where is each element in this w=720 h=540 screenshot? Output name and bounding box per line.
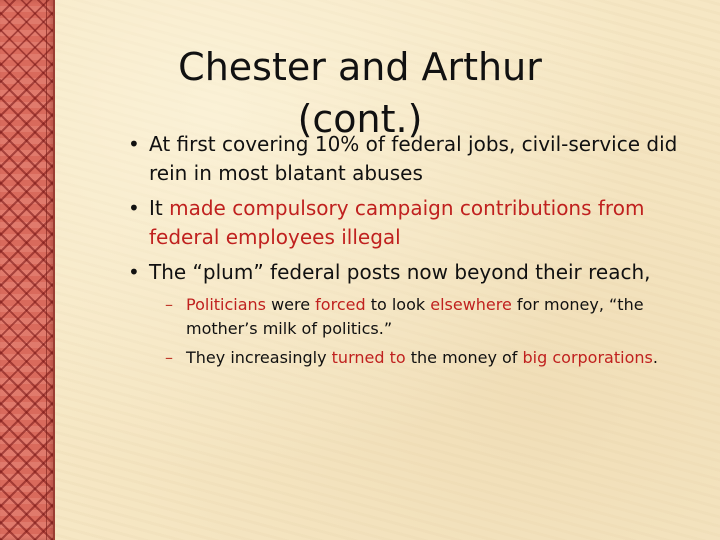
bullet-text: The “plum” federal posts now beyond their reach, (149, 260, 651, 284)
slide-body (128, 130, 688, 375)
sub-bullet-item-2 (165, 346, 688, 370)
bullet-text: At first covering 10% of federal jobs, civil-service did rein in most blatant abuses (149, 132, 678, 185)
sub-highlight-text: big corporations (522, 348, 653, 367)
bullet-dot-icon: • (128, 260, 140, 284)
sub-text: the money of (405, 348, 523, 367)
sub-text: were (266, 295, 316, 314)
dash-icon: – (165, 348, 173, 367)
sub-text: to look (365, 295, 431, 314)
sub-text: for money, “the mother’s milk of politics.” (186, 295, 644, 338)
sub-highlight-text: turned to (331, 348, 406, 367)
decorative-left-border (0, 0, 55, 540)
bullet-item-2 (128, 194, 688, 252)
title-line-1: Chester and Arthur (178, 45, 542, 90)
bullet-item-1 (128, 130, 688, 188)
sub-bullet-item-1 (165, 293, 688, 341)
bullet-highlight-text: made compulsory campaign contributions from federal employees illegal (149, 196, 645, 249)
sub-text: . (652, 348, 658, 367)
sub-highlight-text: Politicians (186, 295, 266, 314)
title-line-2: (cont.) (297, 97, 423, 142)
dash-icon: – (165, 295, 173, 314)
bullet-dot-icon: • (128, 132, 140, 156)
bullet-dot-icon: • (128, 196, 140, 220)
sub-highlight-text: forced (315, 295, 366, 314)
bullet-text: It (149, 196, 170, 220)
sub-text: They increasingly (186, 348, 332, 367)
bullet-item-3 (128, 258, 688, 287)
sub-highlight-text: elsewhere (430, 295, 512, 314)
